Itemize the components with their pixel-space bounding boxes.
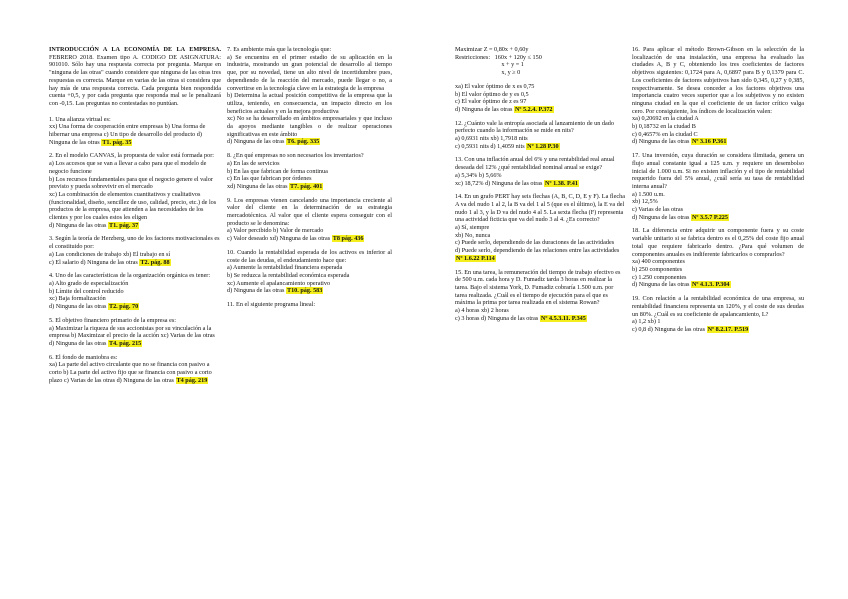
question-block bbox=[227, 152, 392, 191]
answer-option: d) Ninguna de las otras T1. pág. 37 bbox=[49, 221, 139, 229]
page-reference-highlight: T2. pág. 88 bbox=[140, 258, 170, 266]
page-reference-highlight: T4. pág. 215 bbox=[108, 339, 142, 347]
answer-option: a) Valor percibido b) Valor de mercado bbox=[227, 227, 324, 235]
page-reference-highlight: T10. pág. 583 bbox=[286, 287, 323, 295]
question-text: 2. En el modelo CANVAS, la propuesta de valor está formada por: bbox=[49, 152, 215, 160]
answer-option: a) Alto grado de especialización bbox=[49, 279, 129, 287]
answer-option: d) Ninguna de las otras Nº 5.2.4. P.372 bbox=[455, 105, 553, 113]
question-block bbox=[455, 83, 625, 114]
answer-option: b) Se reduzca la rentabilidad económica esperada bbox=[227, 271, 350, 279]
question-text: xa) El valor óptimo de x es 0,75 bbox=[455, 82, 535, 90]
page-reference-highlight: T6. pág. 335 bbox=[286, 138, 320, 146]
answer-option: b) Los recursos fundamentales para que el negocio genere el valor previsto y pueda sobrevivir en el mercado bbox=[49, 175, 213, 191]
answer-option: xa) 0,20692 en la ciudad A bbox=[632, 115, 699, 123]
page-reference-highlight: T4 pág. 219 bbox=[176, 376, 208, 384]
question-list-1 bbox=[49, 116, 221, 385]
constraint-3: x, y ≥ 0 bbox=[455, 69, 521, 77]
answer-option: xc) No se ha desarrollado en ámbitos empresariales y que incluso da apoyos mediante tangibles o de realizar operaciones significativas en este ámbito bbox=[227, 115, 392, 138]
page-reference-highlight: Nº 8.2.17. P.519 bbox=[707, 325, 749, 333]
answer-option: c) En las que fabrican por órdenes bbox=[227, 175, 312, 183]
column-3 bbox=[455, 0, 625, 329]
question-block bbox=[455, 193, 625, 262]
answer-option: c) 3 horas d) Ninguna de las otras Nº 4.5.3.11. P.345 bbox=[455, 314, 586, 322]
question-text: 18. La diferencia entre adquirir un componente fuera y su coste variable unitario si se fabrica dentro es el 0,25% del coste fijo anual total que requiere fabricarlo dentro. ¿Para qué volumen de componentes anuales es indiferente fabricarlos o comprarlos? bbox=[632, 227, 804, 258]
column-1 bbox=[49, 0, 221, 390]
question-text: 17. Una inversión, cuya duración se considera ilimitada, genera un flujo anual constante igual a 125 u.m. y requiere un desembolso inicial de 1.000 u.m. Si no existen inflación y el tipo de rentabilidad requerido fuera del 5% anual, ¿cuál sería su tasa de rentabilidad interna anual? bbox=[632, 152, 804, 190]
question-text: 11. En el siguiente programa lineal: bbox=[227, 301, 316, 309]
answer-option: c) El salario d) Ninguna de las otras T2. pág. 88 bbox=[49, 258, 170, 266]
page-reference-highlight: T1. pág. 35 bbox=[102, 138, 132, 146]
page-reference-highlight: Nº 4.5.3.11. P.345 bbox=[540, 314, 586, 322]
answer-option: xc) Baja formalización bbox=[49, 295, 106, 303]
answer-option: c) El valor óptimo de z es 97 bbox=[455, 98, 527, 106]
question-block bbox=[227, 249, 392, 295]
question-block bbox=[49, 272, 221, 311]
page-reference-highlight: Nº 3.5.7 P.225 bbox=[691, 213, 728, 221]
page-reference-highlight: T1. pág. 37 bbox=[108, 221, 139, 229]
objective-function: Maximizar Z = 0,80x + 0,60y bbox=[455, 46, 529, 53]
linear-program bbox=[455, 46, 625, 77]
question-text: 9. Los empresas vienen cancelando una importancia creciente al valor del cliente en la determinación de su estrategia mercadotécnica. Al valor que el cliente espera conseguir con el producto se le denomina: bbox=[227, 196, 392, 227]
page-reference-highlight: Nº 1.28 P.30 bbox=[527, 142, 559, 150]
question-block bbox=[455, 269, 625, 323]
column-2 bbox=[227, 0, 392, 315]
page-reference-highlight: Nº 3.16 P.361 bbox=[691, 138, 727, 146]
question-block bbox=[49, 152, 221, 229]
answer-option: a) Los accesos que se van a llevar a cabo para que el modelo de negocio funcione bbox=[49, 160, 207, 175]
answer-option: a) En las de servicios bbox=[227, 159, 280, 167]
answer-option: xc) 18,72% d) Ninguna de las otras Nº 1.38. P.41 bbox=[455, 179, 578, 187]
answer-option: xd) Ninguna de las otras T7. pág. 401 bbox=[227, 182, 323, 190]
answer-option: xa) La parte del activo circulante que no se financia con pasivo a corto b) La parte del activo fijo que se financia con pasivo a corto plazo c) Varias de las otras d) Ninguna de las otras T4 pág. 219 bbox=[49, 361, 212, 384]
question-list-4 bbox=[632, 46, 804, 334]
question-block bbox=[227, 197, 392, 243]
answer-option: a) Sí, siempre bbox=[455, 224, 490, 232]
answer-option: d) Ninguna de las otras Nº 4.1.3. P.304 bbox=[632, 281, 730, 289]
question-block bbox=[455, 120, 625, 151]
question-block bbox=[227, 46, 392, 146]
exam-title: INTRODUCCIÓN A LA ECONOMÍA DE LA EMPRESA. bbox=[49, 46, 221, 53]
answer-option: d) Ninguna de las otras T6. pág. 335 bbox=[227, 138, 320, 146]
answer-option: xb) 12,5% bbox=[632, 198, 658, 206]
question-text: 8. ¿En qué empresas no son necesarios los inventarios? bbox=[227, 152, 364, 160]
page-reference-highlight: T8 pág. 436 bbox=[332, 235, 364, 243]
question-text: 16. Para aplicar el método Brown-Gibson en la selección de la localización de una instalación, una empresa ha evaluado las ciudades A, B y C, obteniendo los tres coeficientes de factores objetivos siguientes: 0,1724 para A, 0,6897 para B y 0,1379 para C. Los coeficientes de factores subjetivos han sido 0,345, 0,27 y 0,385, respectivamente. Se desea conceder a los factores objetivos una importancia cuatro veces superior que a los subjetivos y no existen ninguna ciudad en la que el coeficiente de un factor crítico valga cero. Por consiguiente, los índices de localización valen: bbox=[632, 46, 804, 115]
question-block bbox=[632, 152, 804, 221]
answer-option: c) 0,4657% en la ciudad C bbox=[632, 130, 698, 138]
answer-option: d) Ninguna de las otras Nº 3.5.7 P.225 bbox=[632, 213, 728, 221]
question-block bbox=[49, 317, 221, 348]
answer-option: xx) Una forma de cooperación entre empresas b) Una forma de hibernar una empresa c) Un tipo de desarrollo del producto d) Ninguna de las otras T1. pág. 35 bbox=[49, 123, 206, 146]
question-text: 14. En un grafo PERT hay seis flechas (A, B, C, D, E y F). La flecha A va del nudo 1 al 2, la B va del 1 al 5 (que es el último), la E va del nudo 1 al 3, y la D va del nudo 4 al 5. La sexta flecha (F) representa una actividad ficticia que va del nudo 3 al 4. ¿Es correcto? bbox=[455, 193, 625, 224]
answer-option: d) Puede serlo, dependiendo de las relaciones entre las actividades Nº 1.6.22 P.114 bbox=[455, 247, 620, 262]
answer-option: c) Varias de las otras bbox=[632, 206, 684, 214]
page-reference-highlight: Nº 5.2.4. P.372 bbox=[514, 105, 553, 113]
answer-option: xa) 400 componentes bbox=[632, 258, 685, 266]
answer-option: b) En las que fabrican de forma continua bbox=[227, 167, 328, 175]
answer-option: xc) La combinación de elementos cuantitativos y cualitativos (funcionalidad, diseño, sencillez de uso, calidad, precio, etc.) de los productos de la empresa, que atienden a las necesidades de los clientes y por los cuales estos les eligen bbox=[49, 190, 217, 222]
answer-option: b) Determina la actual posición competitiva de la empresa que la utiliza, teniendo, en consecuencia, un impacto directo en los beneficios actuales y en la mejora productiva bbox=[227, 92, 392, 115]
question-list-3 bbox=[455, 83, 625, 323]
question-text: 5. El objetivo financiero primario de la empresa es: bbox=[49, 316, 176, 324]
answer-option: c) Puede serlo, dependiendo de las duraciones de las actividades bbox=[455, 239, 615, 247]
exam-header bbox=[49, 46, 221, 108]
question-text: 13. Con una inflación anual del 6% y una rentabilidad real anual deseada del 12% ¿qué rentabilidad nominal anual se exige? bbox=[455, 156, 615, 172]
answer-option: a) 4 horas xb) 2 horas bbox=[455, 307, 509, 315]
question-text: 15. En una tarea, la remuneración del tiempo de trabajo efectivo es de 500 u.m. cada hora y D. Fumadiz tarda 3 horas en realizar la tarea. Bajo el sistema York, D. Fumadiz cobraría 1.500 u.m. por tarea realizada. ¿Cuál es el tiempo de ejecución para el que es máxima la prima por tarea realizada en el sistema Rowan? bbox=[455, 268, 621, 307]
question-text: 19. Con relación a la rentabilidad económica de una empresa, su rentabilidad financiera representa un 120%, y el coste de sus deudas un 80%. ¿Cuál es su coeficiente de apalancamiento, L? bbox=[632, 295, 804, 318]
constraint-1: Restricciones: 160x + 120y ≤ 150 bbox=[455, 53, 542, 61]
page-reference-highlight: T2. pág. 70 bbox=[108, 303, 139, 311]
answer-option: a) 5,34% b) 5,66% bbox=[455, 171, 502, 179]
exam-instructions: FEBRERO 2018. Examen tipo A. CODIGO DE ASIGNATURA: 901010. Sólo hay una respuesta correcta por pregunta. Marque en "ninguna de las otras" cuando considere que ninguna de las otras tres respuestas es correcta. Marque en varias de las otras si considera que hay más de una respuesta correcta. Cada pregunta bien respondida cuenta +0,5, y por cada pregunta que responda mal se le penalizará con -0,15. Las preguntas no contestadas no puntúan. bbox=[49, 53, 221, 107]
page-reference-highlight: Nº 4.1.3. P.304 bbox=[691, 281, 730, 289]
column-4 bbox=[632, 0, 804, 340]
question-text: 10. Cuando la rentabilidad esperada de los activos es inferior al coste de las deudas, el endeudamiento hace que: bbox=[227, 248, 392, 264]
answer-option: a) Las condiciones de trabajo xb) El trabajo en sí bbox=[49, 250, 171, 258]
constraint-2: x + y = 1 bbox=[455, 61, 524, 69]
question-text: 7. Es ambiente más que la tecnología que: bbox=[227, 46, 332, 53]
page-reference-highlight: T7. pág. 401 bbox=[290, 182, 323, 190]
question-block bbox=[227, 301, 392, 309]
page-reference-highlight: Nº 1.38. P.41 bbox=[545, 179, 578, 187]
question-text: 6. El fondo de maniobra es: bbox=[49, 353, 118, 361]
answer-option: d) Ninguna de las otras T2. pág. 70 bbox=[49, 303, 139, 311]
answer-option: d) Ninguna de las otras T10. pág. 583 bbox=[227, 287, 323, 295]
answer-option: b) 250 componentes bbox=[632, 265, 683, 273]
question-block bbox=[632, 227, 804, 289]
answer-option: xb) No, nunca bbox=[455, 231, 491, 239]
answer-option: b) Límite del control reducido bbox=[49, 287, 124, 295]
answer-option: a) Maximizar la riqueza de sus accionistas por su vinculación a la empresa b) Maximizar el precio de la acción xc) Varias de las otras d) Ninguna de las otras T4. pág. 215 bbox=[49, 324, 215, 347]
question-list-2 bbox=[227, 46, 392, 309]
question-text: 4. Uno de las características de la organización orgánica es tener: bbox=[49, 272, 211, 280]
question-block bbox=[632, 295, 804, 334]
answer-option: c) 0,8 d) Ninguna de las otras Nº 8.2.17. P.519 bbox=[632, 325, 749, 333]
answer-option: d) Ninguna de las otras Nº 3.16 P.361 bbox=[632, 138, 727, 146]
page-reference-highlight: Nº 1.6.22 P.114 bbox=[456, 254, 495, 262]
question-block bbox=[49, 116, 221, 147]
question-text: 3. Según la teoría de Herzberg, uno de los factores motivacionales es el constituido por: bbox=[49, 235, 220, 251]
question-text: 12. ¿Cuánto vale la entropía asociada al lanzamiento de un dado perfecto cuando la información se mide en nits? bbox=[455, 119, 614, 135]
answer-option: xc) Aumente el apalancamiento operativo bbox=[227, 279, 331, 287]
answer-option: a) 1.500 u.m. bbox=[632, 190, 665, 198]
question-block bbox=[49, 354, 221, 385]
answer-option: a) 1,2 xb) 1 bbox=[632, 318, 661, 326]
answer-option: a) Aumente la rentabilidad financiera esperada bbox=[227, 264, 343, 272]
answer-option: a) Se encuentra en el primer estadio de su aplicación en la industria, mostrando un gran potencial de desarrollo al tiempo que, por su novedad, tiene un alto nivel de incertidumbre pues, dependiendo de la reacción del mercado, puede llegar o no, a convertirse en la tecnología clave en la estrategia de la empresa bbox=[227, 53, 392, 92]
answer-option: c) 0,5931 nits d) 1,4059 nits Nº 1.28 P.30 bbox=[455, 142, 559, 150]
question-block bbox=[49, 235, 221, 266]
question-text: 1. Una alianza virtual es: bbox=[49, 115, 111, 123]
answer-option: b) 0,18732 en la ciudad B bbox=[632, 123, 696, 131]
question-block bbox=[455, 156, 625, 187]
answer-option: a) 0,6931 nits xb) 1,7918 nits bbox=[455, 135, 528, 143]
answer-option: c) Valor deseado xd) Ninguna de las otras T8 pág. 436 bbox=[227, 235, 364, 243]
answer-option: c) 1.250 componentes bbox=[632, 273, 687, 281]
answer-option: b) El valor óptimo de y es 0,5 bbox=[455, 90, 529, 98]
question-block bbox=[632, 46, 804, 146]
